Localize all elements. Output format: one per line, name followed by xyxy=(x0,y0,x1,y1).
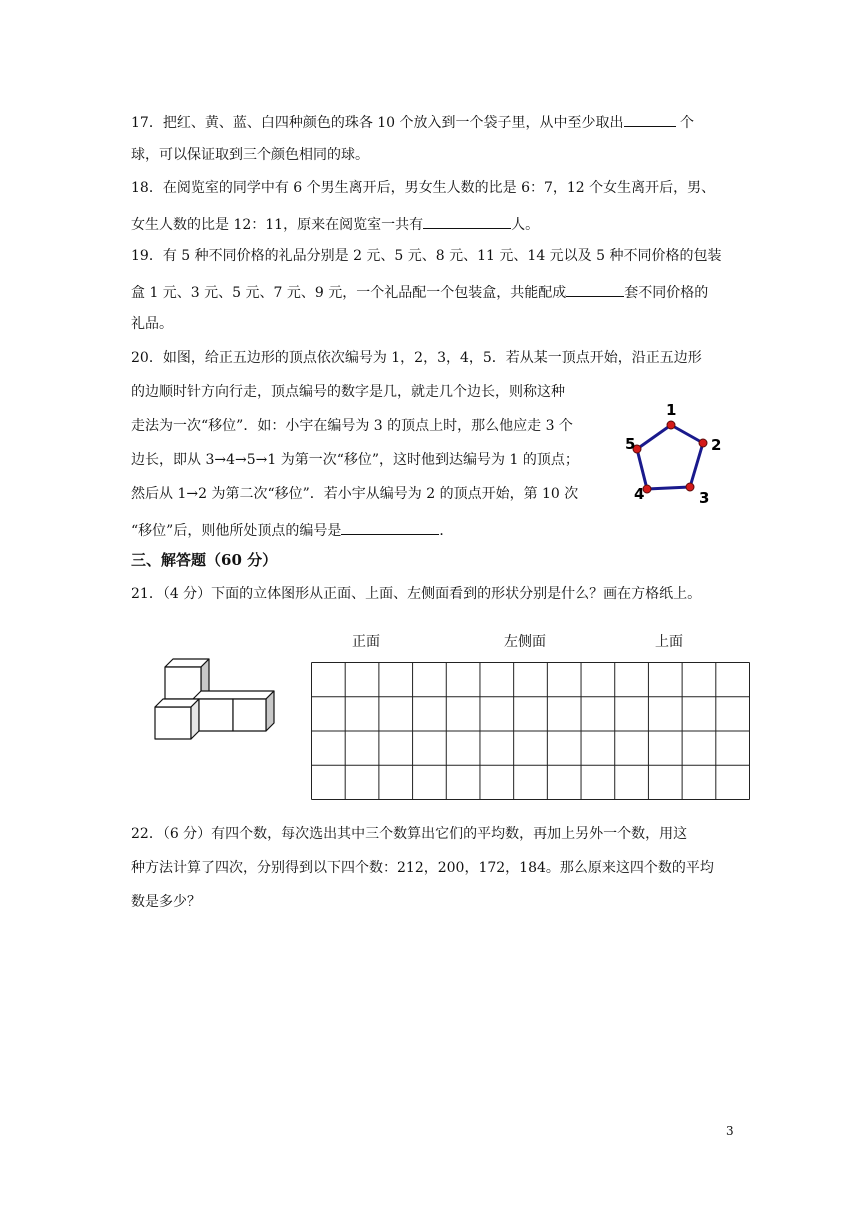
answer-blank[interactable] xyxy=(423,212,511,229)
q20-line1: 20．如图，给正五边形的顶点依次编号为 1，2，3，4，5．若从某一顶点开始，沿正五边形 xyxy=(131,350,702,366)
pentagon-shape xyxy=(637,425,703,489)
answer-grid[interactable] xyxy=(311,662,750,800)
section-heading: 三、解答题（60 分） xyxy=(131,551,278,569)
vertex-2 xyxy=(699,439,707,447)
answer-blank[interactable] xyxy=(566,280,624,297)
pentagon-figure xyxy=(620,395,720,505)
q22-line1: 22．（6 分）有四个数，每次选出其中三个数算出它们的平均数，再加上另外一个数，用这 xyxy=(131,826,688,842)
q18-line1: 18．在阅览室的同学中有 6 个男生离开后，男女生人数的比是 6：7，12 个女生离开后，男、 xyxy=(131,180,716,196)
vertex-label-1: 1 xyxy=(666,401,677,419)
cubes-figure xyxy=(150,655,280,745)
q20-line6: “移位”后，则他所处顶点的编号是 ． xyxy=(131,518,453,541)
q20-line3: 走法为一次“移位”．如：小宇在编号为 3 的顶点上时，那么他应走 3 个 xyxy=(131,418,573,434)
label-top-view: 上面 xyxy=(655,634,683,650)
vertex-label-5: 5 xyxy=(625,435,636,453)
page-number: 3 xyxy=(726,1124,734,1138)
q17-line2: 球，可以保证取到三个颜色相同的球。 xyxy=(131,147,369,163)
vertex-label-4: 4 xyxy=(634,485,645,503)
q21-line1: 21．（4 分）下面的立体图形从正面、上面、左侧面看到的形状分别是什么？画在方格纸上。 xyxy=(131,586,702,602)
q19-line1: 19．有 5 种不同价格的礼品分别是 2 元、5 元、8 元、11 元、14 元以及 5 种不同价格的包装 xyxy=(131,248,722,264)
q20-line5: 然后从 1→2 为第二次“移位”．若小宇从编号为 2 的顶点开始，第 10 次 xyxy=(131,486,579,502)
answer-blank[interactable] xyxy=(624,110,676,127)
q20-line4: 边长，即从 3→4→5→1 为第一次“移位”，这时他到达编号为 1 的顶点； xyxy=(131,452,579,468)
q17-line1: 17．把红、黄、蓝、白四种颜色的珠各 10 个放入到一个袋子里，从中至少取出 个 xyxy=(131,110,694,133)
q20-line2: 的边顺时针方向行走，顶点编号的数字是几，就走几个边长，则称这种 xyxy=(131,384,565,400)
q18-line2: 女生人数的比是 12：11，原来在阅览室一共有 人。 xyxy=(131,212,539,235)
vertex-label-2: 2 xyxy=(711,436,722,454)
label-left-view: 左侧面 xyxy=(504,634,546,650)
vertex-1 xyxy=(667,421,675,429)
q22-line3: 数是多少？ xyxy=(131,894,201,910)
q19-line3: 礼品。 xyxy=(131,316,173,332)
label-front-view: 正面 xyxy=(352,634,380,650)
q22-line2: 种方法计算了四次，分别得到以下四个数：212，200，172，184。那么原来这四个数的平均 xyxy=(131,860,714,876)
vertex-label-3: 3 xyxy=(699,489,710,507)
q19-line2: 盒 1 元、3 元、5 元、7 元、9 元，一个礼品配一个包装盒，共能配成 套不同价格的 xyxy=(131,280,708,303)
answer-blank[interactable] xyxy=(341,518,439,535)
vertex-3 xyxy=(686,483,694,491)
